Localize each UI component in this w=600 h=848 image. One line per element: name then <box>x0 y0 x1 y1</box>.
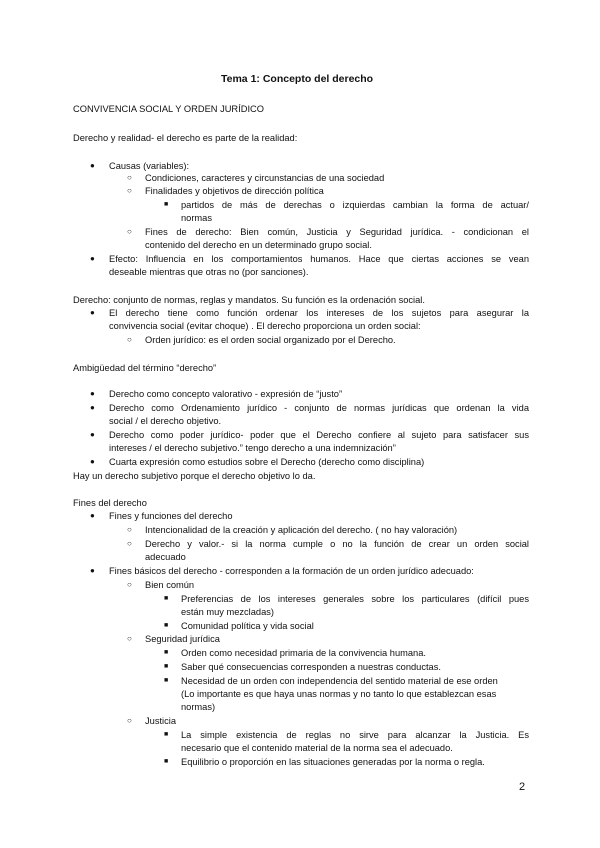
bullet-l1: ● <box>90 566 95 575</box>
derecho-definition: Derecho: conjunto de normas, reglas y mandatos. Su función es la ordenación social. <box>73 295 425 305</box>
list-item-condiciones: Condiciones, caracteres y circunstancias de una sociedad <box>145 173 385 183</box>
bullet-l1: ● <box>90 389 95 398</box>
list-item-fines-line1: Fines de derecho: Bien común, Justicia y Seguridad jurídica. - condicionan el <box>145 227 529 237</box>
list-item-funcion-line2: convivencia social (evitar choque) . El derecho proporciona un orden social: <box>109 321 421 331</box>
bullet-l3: ■ <box>164 649 169 656</box>
bullet-l1: ● <box>90 161 95 170</box>
bullet-l3: ■ <box>164 731 169 738</box>
section-heading-ambiguedad: Ambigüedad del término “derecho” <box>73 363 217 373</box>
bullet-l3: ■ <box>164 595 169 602</box>
list-item-concepto-valorativo: Derecho como concepto valorativo - expresión de “justo” <box>109 389 343 399</box>
list-item-partidos-line1: partidos de más de derechas o izquierdas cambian la forma de actuar/ <box>181 200 529 210</box>
list-item-fines-basicos: Fines básicos del derecho - corresponden a la formación de un orden jurídico adecuado: <box>109 566 474 576</box>
list-item-valor-line2: adecuado <box>145 552 186 562</box>
bullet-l3: ■ <box>164 758 169 765</box>
intro-line: Derecho y realidad- el derecho es parte de la realidad: <box>73 133 298 143</box>
bullet-l3: ■ <box>164 663 169 670</box>
list-item-justicia: Justicia <box>145 716 177 726</box>
list-item-fines-line2: contenido del derecho en un determinado grupo social. <box>145 240 372 250</box>
bullet-l1: ● <box>90 308 95 317</box>
list-item-equilibrio: Equilibrio o proporción en las situaciones generadas por la norma o regla. <box>181 757 485 767</box>
list-item-preferencias-line1: Preferencias de los intereses generales sobre los particulares (difícil pues <box>181 594 529 604</box>
bullet-l2: ○ <box>127 186 132 195</box>
bullet-l1: ● <box>90 457 95 466</box>
bullet-l3: ■ <box>164 622 169 629</box>
list-item-ordenamiento-line1: Derecho como Ordenamiento jurídico - conjunto de normas jurídicas que ordenan la vida <box>109 403 529 413</box>
list-item-poder-line1: Derecho como poder jurídico- poder que el Derecho confiere al sujeto para satisfacer sus <box>109 430 529 440</box>
list-item-finalidades: Finalidades y objetivos de dirección política <box>145 186 324 196</box>
list-item-causas: Causas (variables): <box>109 161 190 171</box>
list-item-orden-necesidad: Orden como necesidad primaria de la convivencia humana. <box>181 648 426 658</box>
list-item-intencionalidad: Intencionalidad de la creación y aplicación del derecho. ( no hay valoración) <box>145 525 458 535</box>
list-item-valor-line1: Derecho y valor.- si la norma cumple o no la función de crear un orden social <box>145 539 529 549</box>
bullet-l2: ○ <box>127 335 132 344</box>
bullet-l3: ■ <box>164 201 169 208</box>
list-item-ordenamiento-line2: social / el derecho objetivo. <box>109 416 222 426</box>
list-item-comunidad: Comunidad política y vida social <box>181 621 314 631</box>
list-item-simple-line1: La simple existencia de reglas no sirve para alcanzar la Justicia. Es <box>181 730 529 740</box>
bullet-l2: ○ <box>127 173 132 182</box>
list-item-simple-line2: necesario que el contenido material de la norma sea el adecuado. <box>181 743 453 753</box>
bullet-l1: ● <box>90 403 95 412</box>
section-heading-convivencia: CONVIVENCIA SOCIAL Y ORDEN JURÍDICO <box>73 104 264 114</box>
list-item-funcion-line1: El derecho tiene como función ordenar los intereses de los sujetos para asegurar la <box>109 308 529 318</box>
bullet-l2: ○ <box>127 634 132 643</box>
bullet-l1: ● <box>90 430 95 439</box>
list-item-efecto-line2: deseable mientras que otras no (por sanciones). <box>109 267 309 277</box>
list-item-fines-funciones: Fines y funciones del derecho <box>109 511 233 521</box>
list-item-necesidad-line1: Necesidad de un orden con independencia del sentido material de ese orden <box>181 676 498 686</box>
list-item-partidos-line2: normas <box>181 213 213 223</box>
list-item-necesidad-line3: normas) <box>181 702 216 712</box>
bullet-l1: ● <box>90 254 95 263</box>
list-item-orden-juridico: Orden jurídico: es el orden social organizado por el Derecho. <box>145 335 396 345</box>
bullet-l3: ■ <box>164 677 169 684</box>
bullet-l2: ○ <box>127 580 132 589</box>
bullet-l2: ○ <box>127 525 132 534</box>
page-number: 2 <box>519 781 526 793</box>
list-item-bien-comun: Bien común <box>145 580 195 590</box>
list-item-efecto-line1: Efecto: Influencia en los comportamientos humanos. Hace que ciertas acciones se vean <box>109 254 529 264</box>
bullet-l2: ○ <box>127 227 132 236</box>
derecho-subjetivo-line: Hay un derecho subjetivo porque el derecho objetivo lo da. <box>73 471 316 481</box>
bullet-l1: ● <box>90 511 95 520</box>
page-title: Tema 1: Concepto del derecho <box>221 73 374 85</box>
section-heading-fines: Fines del derecho <box>73 498 147 508</box>
list-item-preferencias-line2: están muy mezcladas) <box>181 607 275 617</box>
list-item-necesidad-line2: (Lo importante es que haya unas normas y no tanto lo que establezcan esas <box>181 689 497 699</box>
list-item-cuarta: Cuarta expresión como estudios sobre el Derecho (derecho como disciplina) <box>109 457 425 467</box>
list-item-poder-line2: intereses / el derecho subjetivo.” tengo derecho a una indemnización” <box>109 443 396 453</box>
list-item-saber: Saber qué consecuencias corresponden a nuestras conductas. <box>181 662 441 672</box>
list-item-seguridad: Seguridad jurídica <box>145 634 220 644</box>
bullet-l2: ○ <box>127 716 132 725</box>
bullet-l2: ○ <box>127 539 132 548</box>
